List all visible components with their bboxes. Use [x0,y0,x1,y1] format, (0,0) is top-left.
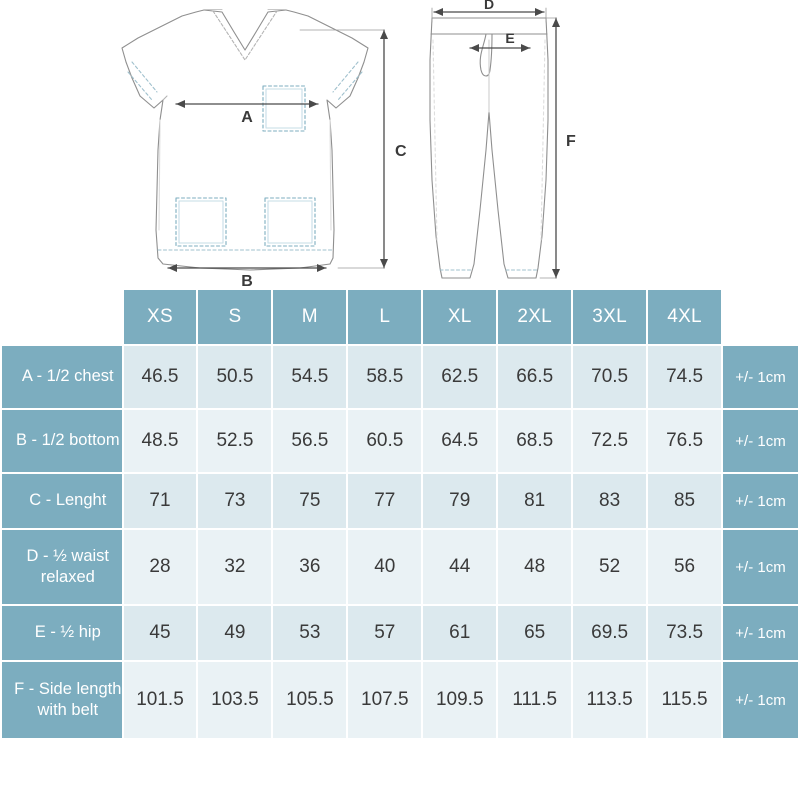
cell-f-m: 105.5 [273,662,346,738]
label-e: E [505,30,515,46]
table-header-row [2,290,798,344]
table-row [2,662,798,738]
header-size-m: M [273,290,346,344]
label-d: D [483,0,495,12]
header-corner [2,290,122,344]
cell-f-tolerance: +/- 1cm [723,662,798,738]
header-size-l: L [348,290,421,344]
table-row [2,474,798,528]
cell-b-s: 52.5 [198,410,271,472]
cell-b-4xl: 76.5 [648,410,721,472]
cell-c-xs: 71 [124,474,197,528]
cell-e-l: 57 [348,606,421,660]
cell-f-4xl: 115.5 [648,662,721,738]
size-chart-table [0,288,800,740]
cell-b-m: 56.5 [273,410,346,472]
label-b: B [241,273,253,288]
row-label-f: F - Side length with belt [2,662,122,738]
cell-b-tolerance: +/- 1cm [723,410,798,472]
scrub-pants-drawing [430,18,548,278]
cell-e-xs: 45 [124,606,197,660]
cell-d-xl: 44 [423,530,496,604]
cell-b-xl: 64.5 [423,410,496,472]
cell-a-m: 54.5 [273,346,346,408]
table-row [2,410,798,472]
header-size-xs: XS [124,290,197,344]
cell-c-tolerance: +/- 1cm [723,474,798,528]
header-size-xl: XL [423,290,496,344]
cell-f-l: 107.5 [348,662,421,738]
cell-d-3xl: 52 [573,530,646,604]
cell-c-3xl: 83 [573,474,646,528]
cell-a-4xl: 74.5 [648,346,721,408]
row-label-c: C - Lenght [2,474,122,528]
row-label-a: A - 1/2 chest [2,346,122,408]
cell-a-tolerance: +/- 1cm [723,346,798,408]
header-size-s: S [198,290,271,344]
cell-c-m: 75 [273,474,346,528]
row-label-e: E - ½ hip [2,606,122,660]
cell-f-xs: 101.5 [124,662,197,738]
cell-d-4xl: 56 [648,530,721,604]
cell-c-s: 73 [198,474,271,528]
cell-d-s: 32 [198,530,271,604]
header-size-2xl: 2XL [498,290,571,344]
cell-a-2xl: 66.5 [498,346,571,408]
cell-f-xl: 109.5 [423,662,496,738]
header-tolerance [723,290,798,344]
cell-f-s: 103.5 [198,662,271,738]
row-label-b: B - 1/2 bottom [2,410,122,472]
cell-f-3xl: 113.5 [573,662,646,738]
cell-a-3xl: 70.5 [573,346,646,408]
cell-a-l: 58.5 [348,346,421,408]
garment-illustrations [0,0,800,288]
cell-d-tolerance: +/- 1cm [723,530,798,604]
cell-e-tolerance: +/- 1cm [723,606,798,660]
scrub-top-drawing [122,10,368,270]
table-row [2,606,798,660]
cell-b-xs: 48.5 [124,410,197,472]
cell-b-3xl: 72.5 [573,410,646,472]
cell-b-2xl: 68.5 [498,410,571,472]
cell-e-2xl: 65 [498,606,571,660]
cell-d-m: 36 [273,530,346,604]
cell-c-2xl: 81 [498,474,571,528]
cell-f-2xl: 111.5 [498,662,571,738]
label-f: F [566,133,576,150]
table-row [2,346,798,408]
header-size-3xl: 3XL [573,290,646,344]
cell-d-xs: 28 [124,530,197,604]
cell-a-s: 50.5 [198,346,271,408]
cell-e-3xl: 69.5 [573,606,646,660]
header-size-4xl: 4XL [648,290,721,344]
cell-e-s: 49 [198,606,271,660]
cell-d-l: 40 [348,530,421,604]
cell-a-xs: 46.5 [124,346,197,408]
cell-a-xl: 62.5 [423,346,496,408]
cell-c-xl: 79 [423,474,496,528]
label-c: C [395,143,407,160]
cell-e-m: 53 [273,606,346,660]
cell-c-l: 77 [348,474,421,528]
cell-b-l: 60.5 [348,410,421,472]
label-a: A [241,109,253,126]
illustration-svg [0,0,800,288]
cell-d-2xl: 48 [498,530,571,604]
cell-e-4xl: 73.5 [648,606,721,660]
cell-c-4xl: 85 [648,474,721,528]
cell-e-xl: 61 [423,606,496,660]
table-row [2,530,798,604]
row-label-d: D - ½ waist relaxed [2,530,122,604]
